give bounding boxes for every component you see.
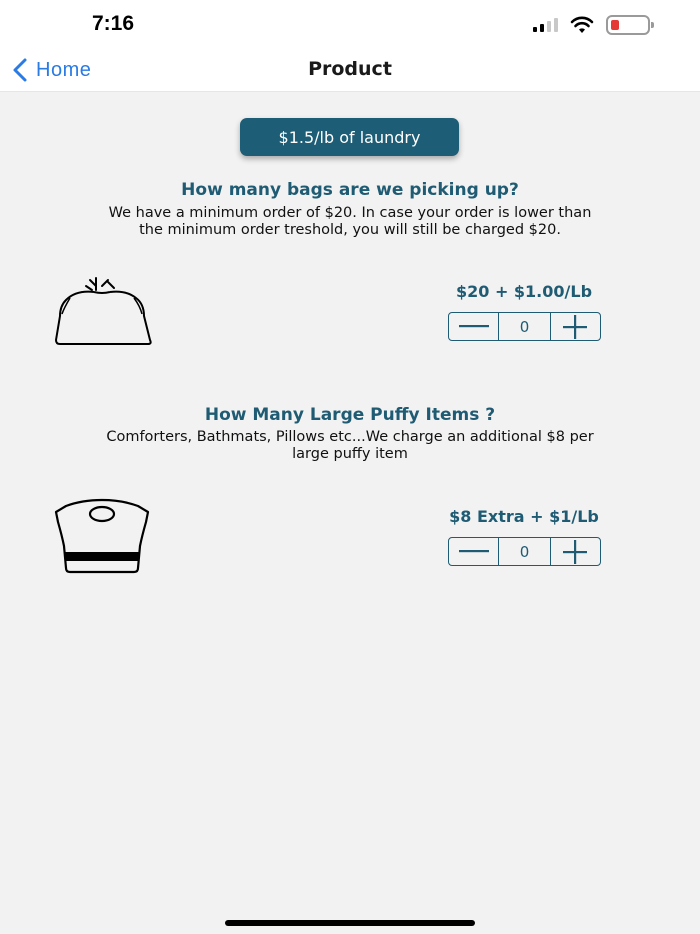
minus-icon — [459, 550, 489, 554]
status-icons — [533, 14, 650, 36]
page-title: Product — [308, 58, 392, 80]
price-badge: $1.5/lb of laundry — [240, 118, 459, 156]
bags-increment-button[interactable] — [550, 313, 600, 340]
bags-description-line-1: We have a minimum order of $20. In case your order is lower than — [108, 205, 592, 221]
wifi-icon — [570, 16, 594, 34]
bags-section-title: How many bags are we picking up? — [181, 180, 519, 200]
plus-icon — [563, 540, 587, 564]
bags-section-description — [20, 205, 680, 239]
status-bar — [0, 0, 700, 48]
bags-rate-label: $20 + $1.00/Lb — [455, 282, 593, 301]
bags-quantity-stepper — [448, 312, 601, 341]
signal-icon — [533, 18, 558, 32]
bags-quantity-value[interactable]: 0 — [519, 317, 530, 336]
home-indicator[interactable] — [225, 920, 475, 926]
puffy-description-line-1: Comforters, Bathmats, Pillows etc...We charge an additional $8 per — [106, 429, 594, 445]
minus-icon — [459, 325, 489, 329]
plus-icon — [563, 315, 587, 339]
puffy-decrement-button[interactable] — [449, 538, 499, 565]
puffy-section-title: How Many Large Puffy Items ? — [204, 405, 496, 425]
status-time: 7:16 — [92, 12, 135, 35]
back-label: Home — [36, 58, 92, 81]
nav-bar — [0, 48, 700, 92]
battery-level — [611, 20, 619, 30]
puffy-quantity-value[interactable]: 0 — [519, 542, 530, 561]
puffy-description-line-2: large puffy item — [292, 446, 408, 462]
laundry-bag-icon — [50, 272, 154, 348]
puffy-item-bag-icon — [52, 496, 152, 576]
puffy-section-description — [20, 429, 680, 463]
puffy-quantity-stepper — [448, 537, 601, 566]
battery-icon — [606, 15, 650, 35]
bags-decrement-button[interactable] — [449, 313, 499, 340]
puffy-rate-label: $8 Extra + $1/Lb — [449, 507, 599, 526]
bags-description-line-2: the minimum order treshold, you will still be charged $20. — [139, 222, 561, 238]
puffy-increment-button[interactable] — [550, 538, 600, 565]
